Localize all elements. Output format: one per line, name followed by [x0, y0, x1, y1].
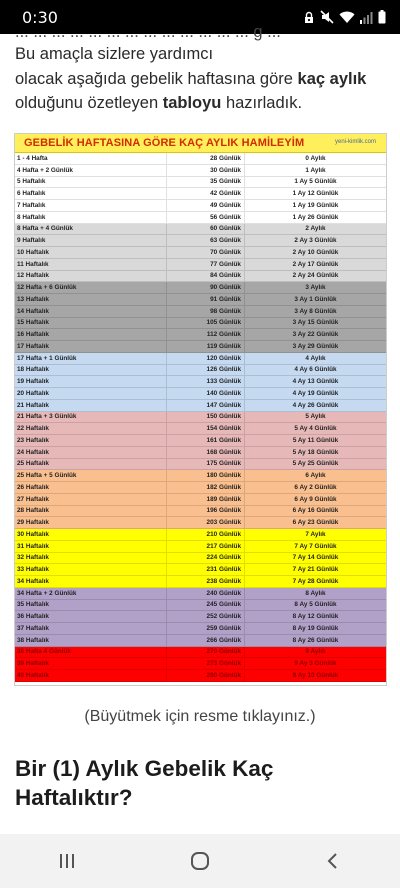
table-row	[15, 529, 386, 541]
months-cell: 2 Ay 24 Günlük	[292, 272, 339, 280]
days-cell: 133 Günlük	[167, 376, 245, 387]
table-row	[15, 365, 386, 377]
table-row	[15, 588, 386, 600]
days-cell: 49 Günlük	[167, 200, 245, 211]
back-icon	[326, 852, 340, 870]
week-cell: 8 Hafta + 4 Günlük	[15, 224, 167, 235]
table-row	[15, 388, 386, 400]
days-cell: 63 Günlük	[167, 235, 245, 246]
days-cell: 42 Günlük	[167, 188, 245, 199]
days-cell: 154 Günlük	[167, 423, 245, 434]
days-cell: 245 Günlük	[167, 600, 245, 611]
days-cell: 210 Günlük	[167, 529, 245, 540]
months-cell: 7 Ay 21 Günlük	[292, 566, 339, 574]
table-row	[15, 423, 386, 435]
status-time: 0:30	[22, 7, 58, 27]
table-header	[15, 134, 386, 153]
months-cell: 1 Ay 19 Günlük	[292, 201, 339, 209]
week-cell: 1 - 4 Hafta	[15, 153, 167, 164]
months-cell: 4 Ay 26 Günlük	[292, 401, 339, 409]
months-cell: 3 Ay 29 Günlük	[292, 342, 339, 350]
days-cell: 84 Günlük	[167, 271, 245, 282]
cut-text-top: ... ... ... ... ... ... ... ... ... ... ... ... ... g ...	[15, 23, 281, 41]
week-cell: 16 Haftalık	[15, 329, 167, 340]
table-row	[15, 600, 386, 612]
days-cell: 60 Günlük	[167, 224, 245, 235]
table-row	[15, 177, 386, 189]
days-cell: 77 Günlük	[167, 259, 245, 270]
table-row	[15, 658, 386, 670]
months-cell: 5 Aylık	[305, 413, 326, 421]
week-cell: 27 Haftalık	[15, 494, 167, 505]
week-cell: 35 Haftalık	[15, 600, 167, 611]
week-cell: 20 Haftalık	[15, 388, 167, 399]
days-cell: 35 Günlük	[167, 177, 245, 188]
months-cell: 4 Ay 13 Günlük	[292, 378, 339, 386]
table-row	[15, 224, 386, 236]
months-cell: 4 Ay 19 Günlük	[292, 389, 339, 397]
days-cell: 98 Günlük	[167, 306, 245, 317]
months-cell: 2 Ay 3 Günlük	[294, 237, 337, 245]
days-cell: 182 Günlük	[167, 482, 245, 493]
months-cell: 4 Ay 6 Günlük	[294, 366, 337, 374]
table-row	[15, 482, 386, 494]
days-cell: 189 Günlük	[167, 494, 245, 505]
days-cell: 161 Günlük	[167, 435, 245, 446]
table-row	[15, 459, 386, 471]
table-title: GEBELİK HAFTASINA GÖRE KAÇ AYLIK HAMİLEYİM	[24, 137, 305, 149]
back-button[interactable]	[303, 841, 363, 881]
days-cell: 105 Günlük	[167, 318, 245, 329]
days-cell: 90 Günlük	[167, 282, 245, 293]
table-row	[15, 353, 386, 365]
week-cell: 28 Haftalık	[15, 506, 167, 517]
months-cell: 3 Ay 8 Günlük	[294, 307, 337, 315]
table-row	[15, 517, 386, 529]
week-cell: 11 Haftalık	[15, 259, 167, 270]
months-cell: 3 Ay 15 Günlük	[292, 319, 339, 327]
months-cell: 6 Ay 16 Günlük	[292, 507, 339, 515]
table-row	[15, 623, 386, 635]
week-cell: 38 Hafta 4 Günlük	[15, 647, 167, 658]
days-cell: 240 Günlük	[167, 588, 245, 599]
months-cell: 3 Ay 1 Günlük	[294, 295, 337, 303]
home-button[interactable]	[170, 841, 230, 881]
week-cell: 26 Haftalık	[15, 482, 167, 493]
week-cell: 22 Haftalık	[15, 423, 167, 434]
image-caption: (Büyütmek için resme tıklayınız.)	[84, 708, 316, 725]
months-cell: 8 Aylık	[305, 589, 326, 597]
table-row	[15, 153, 386, 165]
intro-line-2	[15, 67, 393, 92]
week-cell: 38 Haftalık	[15, 635, 167, 646]
months-cell: 6 Ay 2 Günlük	[294, 483, 337, 491]
week-cell: 17 Haftalık	[15, 341, 167, 352]
days-cell: 70 Günlük	[167, 247, 245, 258]
page-content[interactable]	[0, 23, 400, 834]
table-row	[15, 506, 386, 518]
intro-text: hazırladık.	[221, 94, 303, 112]
week-cell: 33 Haftalık	[15, 564, 167, 575]
days-cell: 259 Günlük	[167, 623, 245, 634]
week-cell: 12 Hafta + 6 Günlük	[15, 282, 167, 293]
pregnancy-table-image[interactable]	[14, 133, 387, 686]
week-cell: 12 Haftalık	[15, 271, 167, 282]
table-row	[15, 259, 386, 271]
table-row	[15, 165, 386, 177]
status-icons	[303, 10, 386, 24]
days-cell: 217 Günlük	[167, 541, 245, 552]
months-cell: 3 Aylık	[305, 284, 326, 292]
intro-bold-text: tabloyu	[162, 94, 222, 112]
days-cell: 280 Günlük	[167, 670, 245, 681]
lock-icon	[303, 11, 315, 24]
week-cell: 7 Haftalık	[15, 200, 167, 211]
week-cell: 10 Haftalık	[15, 247, 167, 258]
days-cell: 91 Günlük	[167, 294, 245, 305]
table-row	[15, 341, 386, 353]
table-row	[15, 647, 386, 659]
days-cell: 224 Günlük	[167, 553, 245, 564]
days-cell: 28 Günlük	[167, 153, 245, 164]
week-cell: 31 Haftalık	[15, 541, 167, 552]
months-cell: 5 Ay 25 Günlük	[292, 460, 339, 468]
week-cell: 19 Haftalık	[15, 376, 167, 387]
week-cell: 6 Haftalık	[15, 188, 167, 199]
days-cell: 120 Günlük	[167, 353, 245, 364]
table-row	[15, 670, 386, 682]
week-cell: 5 Haftalık	[15, 177, 167, 188]
days-cell: 112 Günlük	[167, 329, 245, 340]
days-cell: 252 Günlük	[167, 611, 245, 622]
days-cell: 119 Günlük	[167, 341, 245, 352]
table-site-watermark: yeni-kimlik.com	[334, 139, 376, 145]
table-row	[15, 235, 386, 247]
week-cell: 8 Haftalık	[15, 212, 167, 223]
table-row	[15, 412, 386, 424]
months-cell: 2 Ay 10 Günlük	[292, 248, 339, 256]
article-intro	[15, 23, 393, 116]
home-icon	[190, 851, 210, 871]
week-cell: 14 Haftalık	[15, 306, 167, 317]
section-heading: Bir (1) Aylık Gebelik Kaç Haftalıktır?	[15, 756, 274, 810]
months-cell: 7 Ay 7 Günlük	[294, 542, 337, 550]
months-cell: 9 Aylık	[305, 648, 326, 656]
table-row	[15, 200, 386, 212]
months-cell: 1 Aylık	[305, 166, 326, 174]
months-cell: 5 Ay 11 Günlük	[292, 436, 339, 444]
intro-text: olacak aşağıda gebelik haftasına göre	[15, 69, 298, 88]
days-cell: 56 Günlük	[167, 212, 245, 223]
months-cell: 7 Ay 14 Günlük	[292, 554, 339, 562]
table-row	[15, 247, 386, 259]
table-row	[15, 400, 386, 412]
days-cell: 273 Günlük	[167, 658, 245, 669]
months-cell: 5 Ay 4 Günlük	[294, 425, 337, 433]
table-row	[15, 271, 386, 283]
days-cell: 126 Günlük	[167, 365, 245, 376]
week-cell: 24 Haftalık	[15, 447, 167, 458]
table-row	[15, 435, 386, 447]
days-cell: 180 Günlük	[167, 470, 245, 481]
months-cell: 6 Aylık	[305, 472, 326, 480]
wifi-icon	[339, 11, 355, 24]
week-cell: 40 Haftalık	[15, 670, 167, 681]
days-cell: 196 Günlük	[167, 506, 245, 517]
week-cell: 21 Haftalık	[15, 400, 167, 411]
table-row	[15, 470, 386, 482]
days-cell: 270 Günlük	[167, 647, 245, 658]
days-cell: 150 Günlük	[167, 412, 245, 423]
table-row	[15, 212, 386, 224]
table-row	[15, 188, 386, 200]
months-cell: 6 Ay 23 Günlük	[292, 519, 339, 527]
months-cell: 1 Ay 26 Günlük	[292, 213, 339, 221]
week-cell: 15 Haftalık	[15, 318, 167, 329]
days-cell: 147 Günlük	[167, 400, 245, 411]
days-cell: 175 Günlük	[167, 459, 245, 470]
battery-icon	[378, 10, 386, 24]
months-cell: 3 Ay 22 Günlük	[292, 331, 339, 339]
week-cell: 34 Hafta + 2 Günlük	[15, 588, 167, 599]
months-cell: 8 Ay 19 Günlük	[292, 624, 339, 632]
mute-icon	[320, 10, 334, 24]
table-row	[15, 294, 386, 306]
week-cell: 4 Hafta + 2 Günlük	[15, 165, 167, 176]
table-row	[15, 553, 386, 565]
recents-button[interactable]	[37, 841, 97, 881]
days-cell: 168 Günlük	[167, 447, 245, 458]
months-cell: 1 Ay 5 Günlük	[294, 178, 337, 186]
table-row	[15, 318, 386, 330]
week-cell: 29 Haftalık	[15, 517, 167, 528]
week-cell: 39 Haftalık	[15, 658, 167, 669]
days-cell: 203 Günlük	[167, 517, 245, 528]
table-row	[15, 564, 386, 576]
table-row	[15, 635, 386, 647]
months-cell: 8 Ay 12 Günlük	[292, 613, 339, 621]
table-row	[15, 376, 386, 388]
week-cell: 23 Haftalık	[15, 435, 167, 446]
week-cell: 30 Haftalık	[15, 529, 167, 540]
intro-text: olduğunu özetleyen	[15, 94, 163, 112]
week-cell: 13 Haftalık	[15, 294, 167, 305]
months-cell: 1 Ay 12 Günlük	[292, 190, 339, 198]
week-cell: 9 Haftalık	[15, 235, 167, 246]
days-cell: 238 Günlük	[167, 576, 245, 587]
days-cell: 140 Günlük	[167, 388, 245, 399]
days-cell: 266 Günlük	[167, 635, 245, 646]
intro-bold-text: kaç aylık	[297, 69, 367, 88]
months-cell: 8 Ay 5 Günlük	[294, 601, 337, 609]
recents-icon	[58, 852, 76, 870]
months-cell: 7 Aylık	[305, 530, 326, 538]
table-row	[15, 282, 386, 294]
table-row	[15, 576, 386, 588]
table-row	[15, 329, 386, 341]
table-row	[15, 541, 386, 553]
table-rows	[15, 153, 386, 682]
months-cell: 6 Ay 9 Günlük	[294, 495, 337, 503]
months-cell: 2 Ay 17 Günlük	[292, 260, 339, 268]
months-cell: 7 Ay 28 Günlük	[292, 577, 339, 585]
week-cell: 25 Hafta + 5 Günlük	[15, 470, 167, 481]
week-cell: 37 Haftalık	[15, 623, 167, 634]
months-cell: 0 Aylık	[305, 154, 326, 162]
days-cell: 231 Günlük	[167, 564, 245, 575]
navigation-bar	[0, 834, 400, 888]
signal-icon	[360, 11, 373, 24]
table-row	[15, 306, 386, 318]
months-cell: 9 Ay 10 Günlük	[292, 671, 339, 679]
week-cell: 17 Hafta + 1 Günlük	[15, 353, 167, 364]
week-cell: 34 Haftalık	[15, 576, 167, 587]
months-cell: 9 Ay 3 Günlük	[294, 660, 337, 668]
months-cell: 4 Aylık	[305, 354, 326, 362]
week-cell: 18 Haftalık	[15, 365, 167, 376]
intro-line-3	[15, 91, 393, 116]
months-cell: 5 Ay 18 Günlük	[292, 448, 339, 456]
months-cell: 2 Aylık	[305, 225, 326, 233]
days-cell: 30 Günlük	[167, 165, 245, 176]
table-row	[15, 494, 386, 506]
table-row	[15, 611, 386, 623]
intro-line-1: Bu amaçla sizlere yardımcı	[15, 45, 214, 63]
table-row	[15, 447, 386, 459]
week-cell: 36 Haftalık	[15, 611, 167, 622]
months-cell: 8 Ay 26 Günlük	[292, 636, 339, 644]
week-cell: 32 Haftalık	[15, 553, 167, 564]
week-cell: 25 Haftalık	[15, 459, 167, 470]
week-cell: 21 Hafta + 3 Günlük	[15, 412, 167, 423]
